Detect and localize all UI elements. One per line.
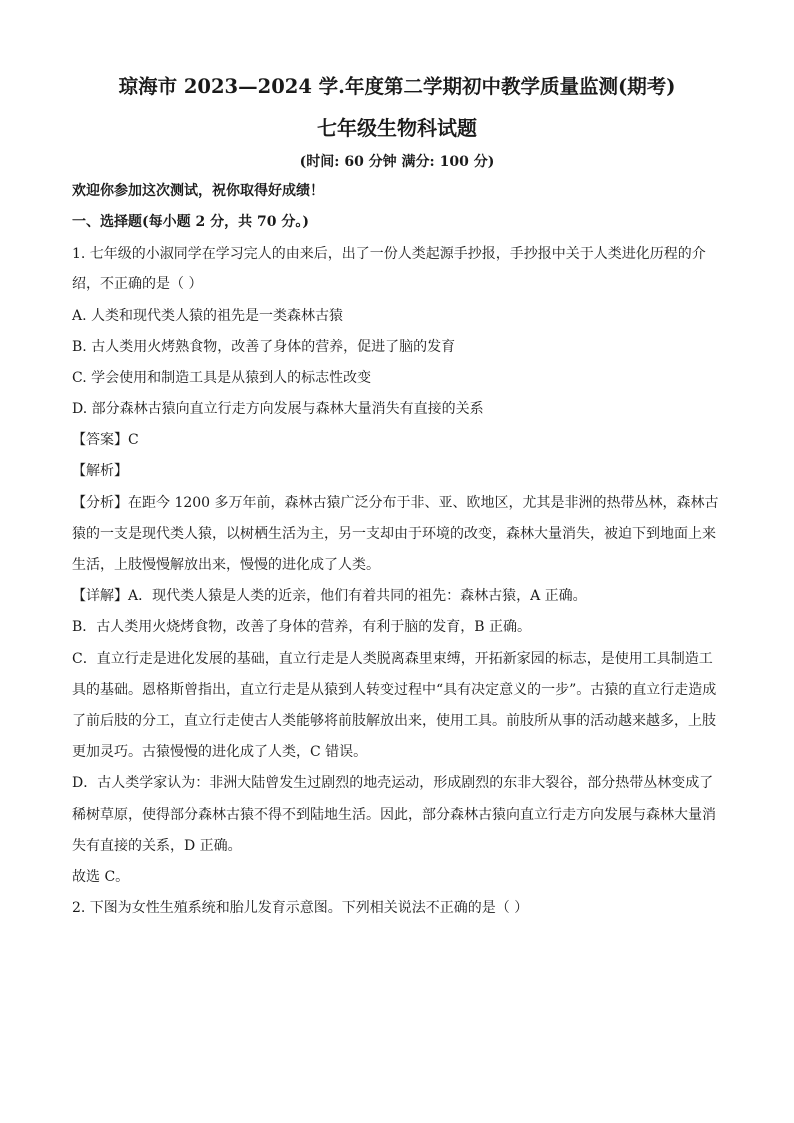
greeting-text: 欢迎你参加这次测试，祝你取得好成绩！ bbox=[72, 183, 324, 199]
q1-detail-d-line-3: 失有直接的关系，D 正确。 bbox=[72, 838, 242, 854]
q1-stem-line-2: 绍，不正确的是（ ） bbox=[72, 276, 203, 292]
q2-stem: 2. 下图为女性生殖系统和胎儿发育示意图。下列相关说法不正确的是（ ） bbox=[72, 900, 529, 916]
q1-detail-c-line-3: 了前后肢的分工，直立行走使古人类能够将前肢解放出来，使用工具。前肢所从事的活动越来越多，上肢 bbox=[72, 713, 716, 729]
section-heading-choice: 一、选择题(每小题 2 分，共 70 分。) bbox=[72, 214, 309, 230]
q1-option-d: D. 部分森林古猿向直立行走方向发展与森林大量消失有直接的关系 bbox=[72, 401, 484, 417]
exam-subject-title: 七年级生物科试题 bbox=[317, 116, 477, 140]
q1-fenxi-line-3: 生活，上肢慢慢解放出来，慢慢的进化成了人类。 bbox=[72, 557, 380, 573]
q1-answer: 【答案】C bbox=[72, 432, 139, 448]
q1-option-a: A. 人类和现代类人猿的祖先是一类森林古猿 bbox=[72, 308, 344, 324]
q1-detail-a: 【详解】A．现代类人猿是人类的近亲，他们有着共同的祖先：森林古猿，A 正确。 bbox=[72, 588, 587, 604]
exam-time-and-score: (时间: 60 分钟 满分: 100 分) bbox=[299, 154, 495, 170]
q1-fenxi-line-2: 猿的一支是现代类人猿，以树栖生活为主，另一支却由于环境的改变，森林大量消失，被迫下到地面上来 bbox=[72, 526, 716, 542]
q1-stem-line-1: 1. 七年级的小淑同学在学习完人的由来后，出了一份人类起源手抄报，手抄报中关于人类进化历程的介 bbox=[72, 246, 706, 262]
q1-detail-b: B．古人类用火烧烤食物，改善了身体的营养，有利于脑的发育，B 正确。 bbox=[72, 619, 532, 635]
q1-option-c: C. 学会使用和制造工具是从猿到人的标志性改变 bbox=[72, 370, 372, 386]
q1-detail-c-line-1: C．直立行走是进化发展的基础，直立行走是人类脱离森里束缚，开拓新家园的标志，是使用工具制造工 bbox=[72, 651, 713, 667]
q1-detail-d-line-2: 稀树草原，使得部分森林古猿不得不到陆地生活。因此，部分森林古猿向直立行走方向发展与森林大量消 bbox=[72, 807, 716, 823]
exam-title: 琼海市 2023—2024 学.年度第二学期初中教学质量监测(期考) bbox=[118, 75, 676, 98]
q1-detail-c-line-4: 更加灵巧。古猿慢慢的进化成了人类，C 错误。 bbox=[72, 744, 368, 760]
q1-conclusion: 故选 C。 bbox=[72, 869, 130, 885]
q1-fenxi-line-1: 【分析】在距今 1200 多万年前，森林古猿广泛分布于非、亚、欧地区，尤其是非洲的热带丛林，森林古 bbox=[72, 495, 719, 511]
q1-option-b: B. 古人类用火烤熟食物，改善了身体的营养，促进了脑的发育 bbox=[72, 339, 456, 355]
q1-detail-d-line-1: D．古人类学家认为：非洲大陆曾发生过剧烈的地壳运动，形成剧烈的东非大裂谷，部分热带丛林变成了 bbox=[72, 775, 714, 791]
q1-analysis-label: 【解析】 bbox=[72, 463, 128, 479]
q1-detail-c-line-2: 具的基础。恩格斯曾指出，直立行走是从猿到人转变过程中“具有决定意义的一步”。古猿的直立行走造成 bbox=[72, 682, 717, 698]
